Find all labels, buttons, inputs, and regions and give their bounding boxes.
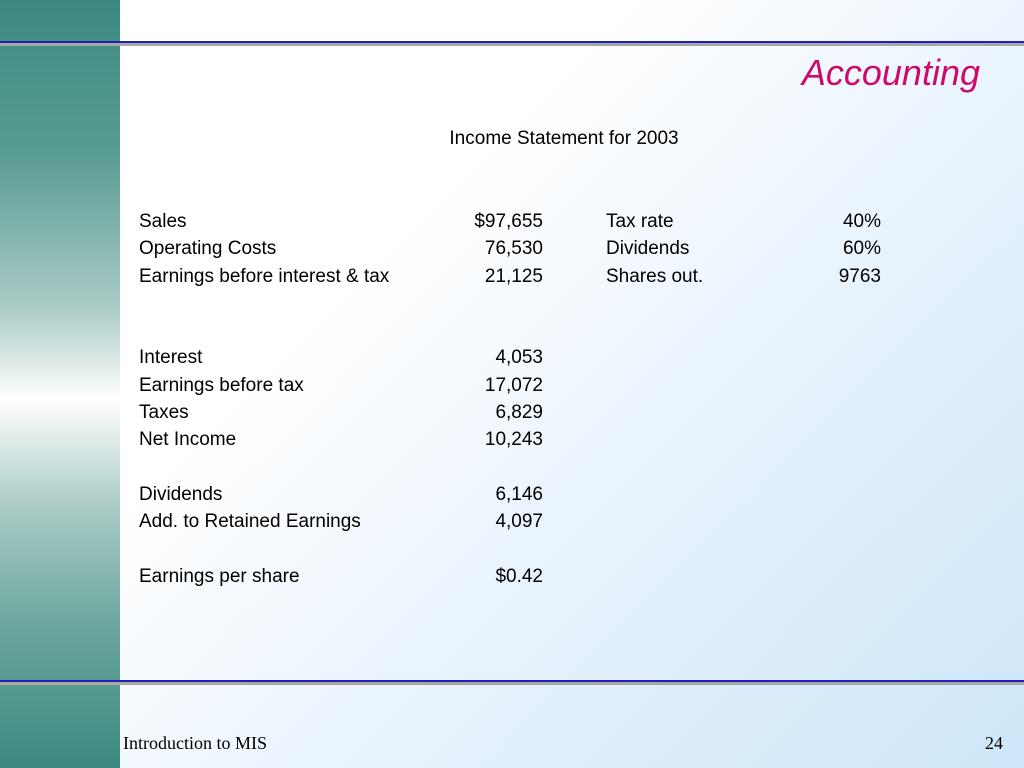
assumption-row: [606, 208, 881, 235]
statement-subtitle: Income Statement for 2003: [449, 128, 679, 149]
row-label: Earnings before interest & tax: [139, 265, 390, 287]
row-value: $0.42: [495, 565, 543, 587]
statement-row: [139, 563, 543, 590]
assumption-label: Tax rate: [606, 211, 674, 232]
statement-row: [139, 481, 543, 508]
row-label: Operating Costs: [139, 238, 277, 260]
page-number: 24: [985, 733, 1003, 753]
row-label: Net Income: [139, 429, 237, 451]
row-value: 4,097: [495, 511, 543, 533]
spacer: [139, 317, 543, 344]
top-rule-shadow: [0, 43, 1024, 46]
row-label: Taxes: [139, 402, 189, 424]
row-label: Interest: [139, 347, 203, 369]
assumption-row: [606, 235, 881, 262]
bottom-rule-shadow: [0, 682, 1024, 685]
spacer: [139, 454, 543, 481]
statement-row: [139, 508, 543, 535]
row-value: 6,829: [495, 402, 543, 424]
row-value: 17,072: [484, 374, 543, 396]
assumption-row: [606, 263, 881, 290]
income-statement: [139, 208, 543, 590]
assumptions-table: [606, 208, 881, 290]
assumption-label: Dividends: [606, 238, 690, 260]
assumption-value: 60%: [842, 238, 881, 260]
row-label: Sales: [139, 211, 187, 232]
slide-title: Accounting: [801, 52, 980, 93]
row-label: Dividends: [139, 483, 223, 505]
side-decoration-bar: [0, 0, 120, 768]
assumption-value: 40%: [842, 211, 881, 232]
row-value: $97,655: [474, 211, 543, 232]
row-value: 10,243: [484, 429, 543, 451]
assumption-value: 9763: [838, 265, 881, 287]
spacer: [139, 290, 543, 317]
statement-row: [139, 235, 543, 262]
spacer: [139, 536, 543, 563]
statement-row: [139, 208, 543, 235]
footer-course-title: Introduction to MIS: [123, 733, 267, 753]
row-label: Add. to Retained Earnings: [139, 511, 361, 533]
row-value: 76,530: [484, 238, 543, 260]
assumption-label: Shares out.: [606, 265, 704, 287]
statement-row: [139, 426, 543, 453]
row-value: 6,146: [495, 483, 543, 505]
statement-row: [139, 263, 543, 290]
row-label: Earnings before tax: [139, 374, 304, 396]
row-value: 4,053: [495, 347, 543, 369]
row-label: Earnings per share: [139, 565, 300, 587]
statement-row: [139, 372, 543, 399]
row-value: 21,125: [484, 265, 543, 287]
statement-row: [139, 399, 543, 426]
statement-row: [139, 344, 543, 371]
